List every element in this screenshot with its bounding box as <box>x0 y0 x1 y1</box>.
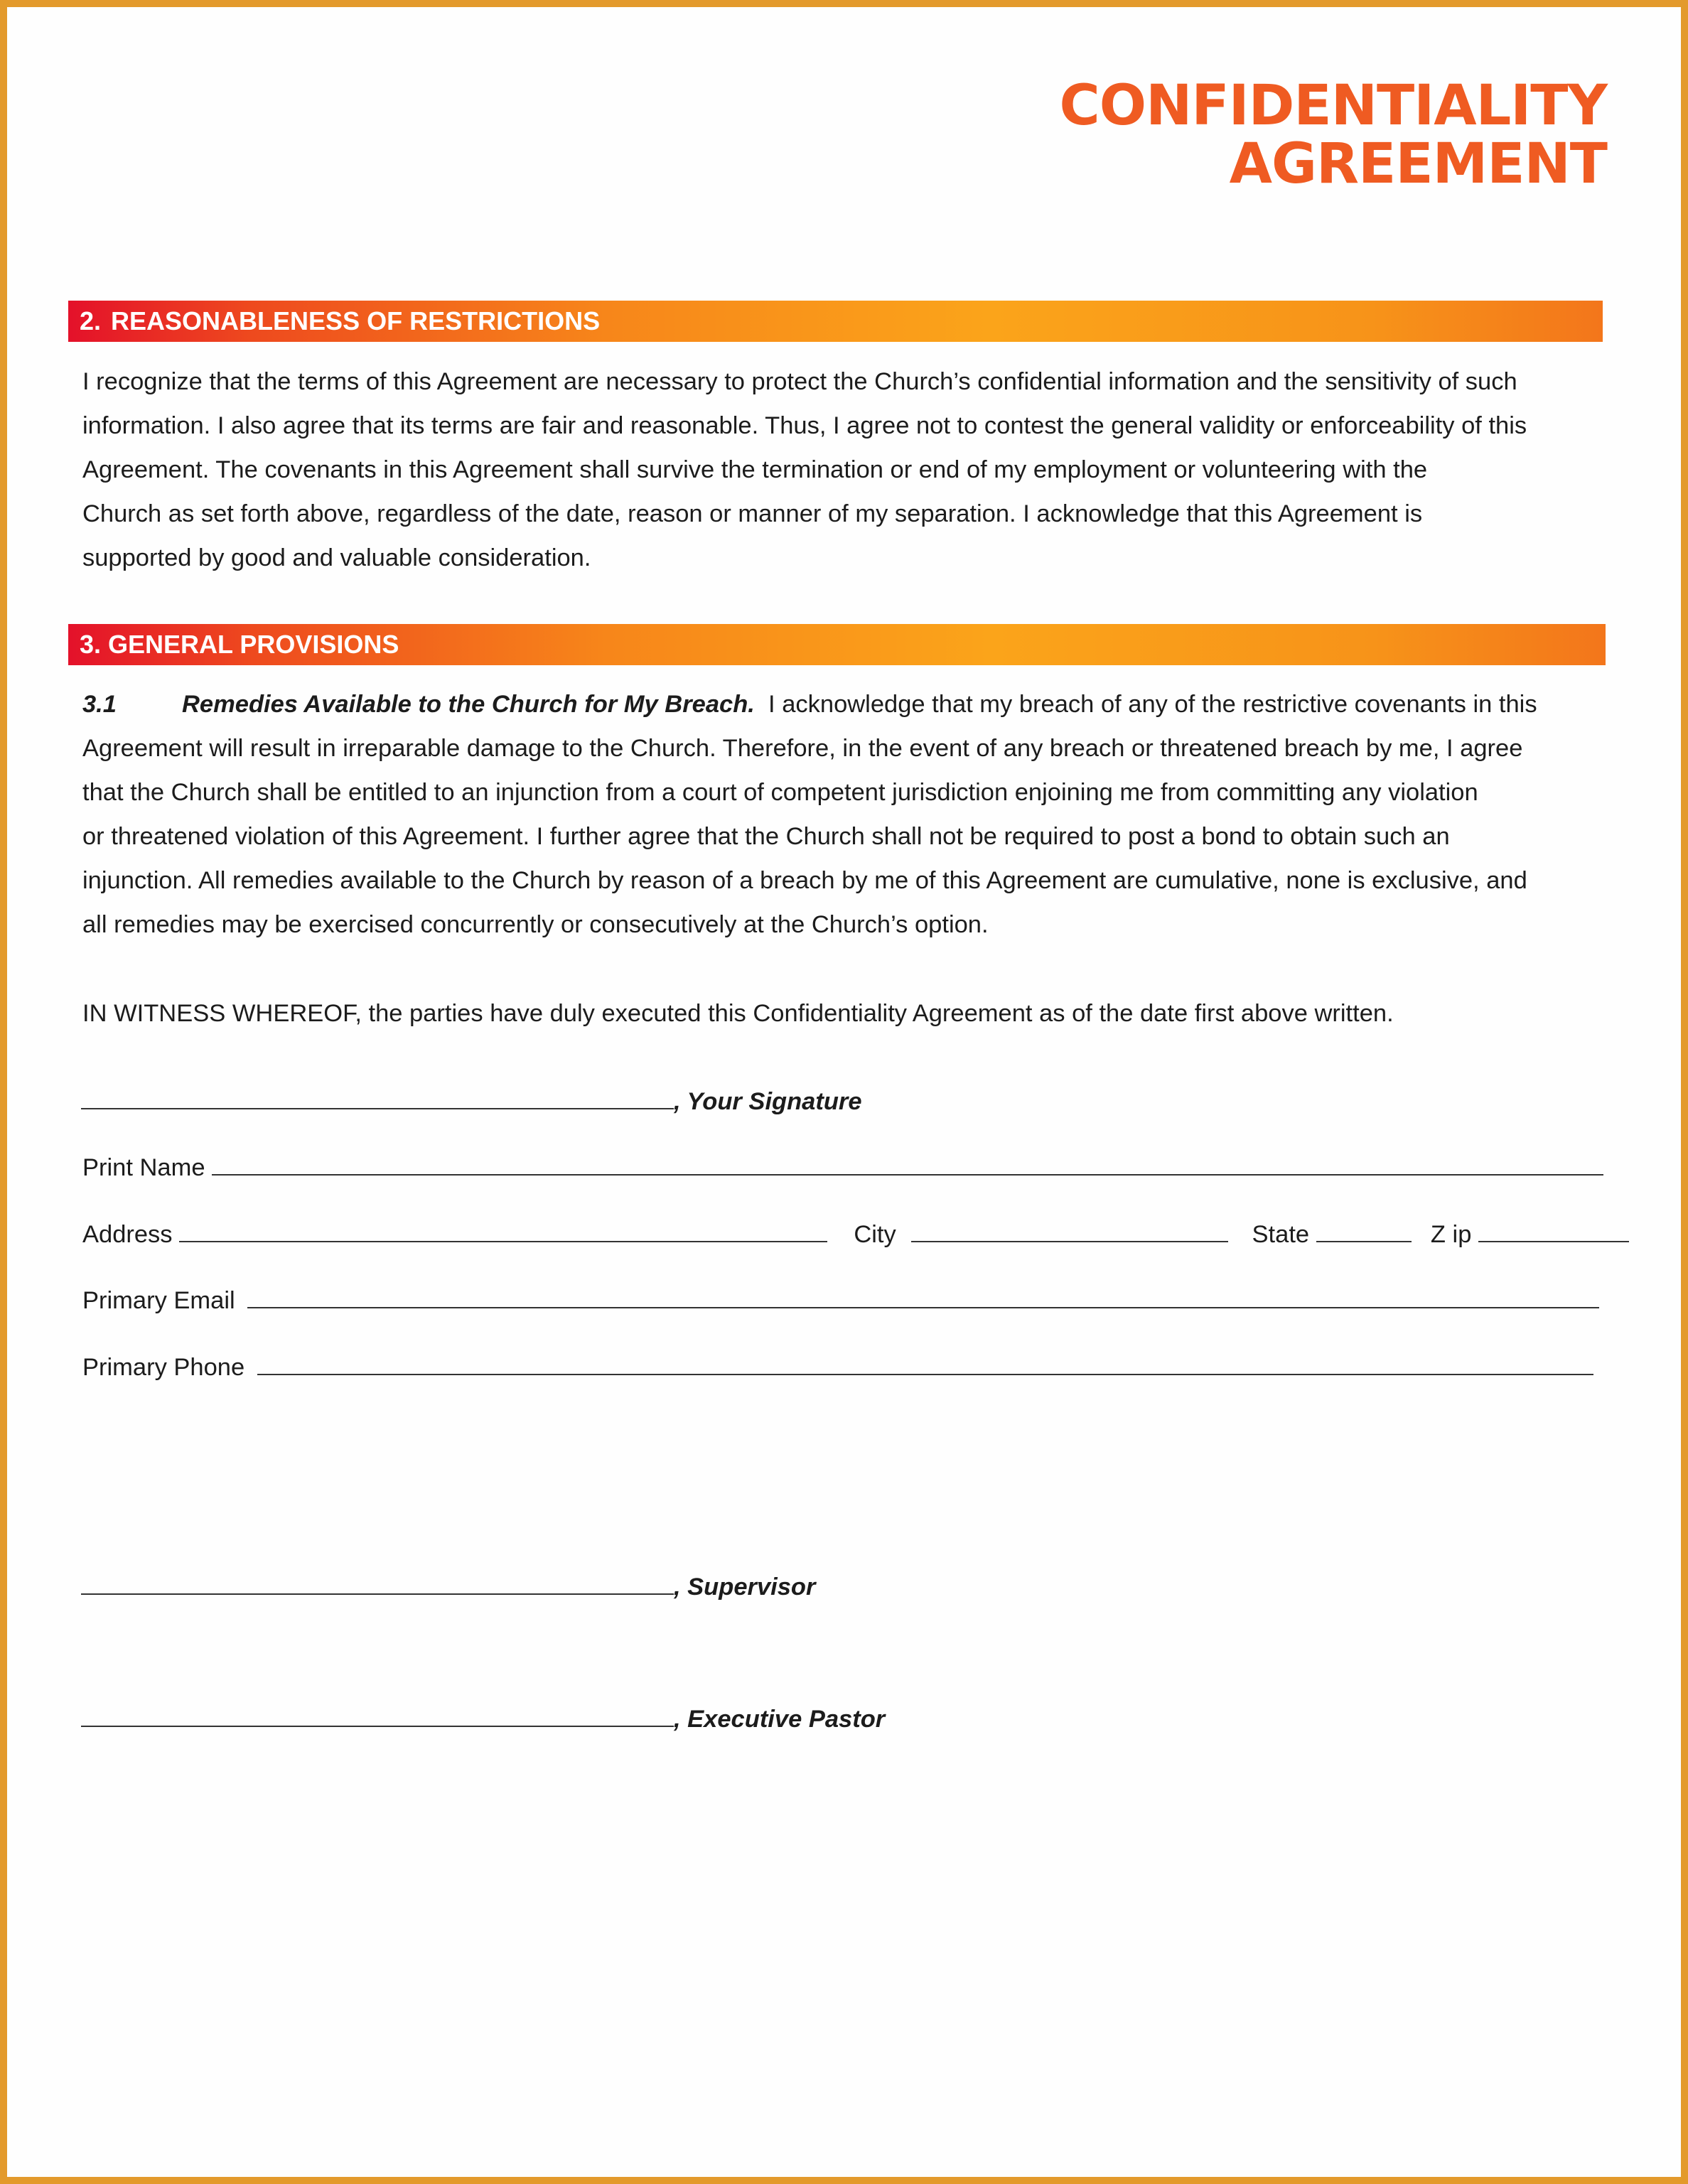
address-line[interactable] <box>179 1215 827 1242</box>
state-label: State <box>1252 1221 1310 1248</box>
section-2-heading: REASONABLENESS OF RESTRICTIONS <box>111 306 601 335</box>
title-line-1: CONFIDENTIALITY <box>1059 74 1607 138</box>
paragraph-line: Agreement will result in irreparable damage to the Church. Therefore, in the event of any breach or threatened breach by me, I agree <box>82 735 1523 762</box>
primary-phone-label: Primary Phone <box>82 1354 245 1381</box>
state-line[interactable] <box>1316 1215 1412 1242</box>
executive-pastor-signature-line[interactable] <box>81 1700 674 1727</box>
witness-text: IN WITNESS WHEREOF, the parties have duly executed this Confidentiality Agreement as of the date first above written. <box>82 1000 1394 1027</box>
primary-email-row <box>82 1279 1599 1322</box>
section-2-header <box>68 301 1603 342</box>
paragraph-line: I recognize that the terms of this Agreement are necessary to protect the Church’s confidential information and the sensitivity of such <box>82 368 1517 395</box>
paragraph-line: Agreement. The covenants in this Agreement shall survive the termination or end of my employment or volunteering with the <box>82 456 1428 483</box>
subsection-number: 3.1 <box>82 691 117 718</box>
document-title <box>1059 74 1607 196</box>
witness-paragraph <box>82 991 1618 1035</box>
first-line-text: I acknowledge that my breach of any of the restrictive covenants in this <box>768 691 1537 718</box>
primary-phone-row <box>82 1346 1593 1389</box>
section-2-paragraph <box>82 360 1618 580</box>
title-line-2: AGREEMENT <box>1229 132 1607 196</box>
supervisor-label: , Supervisor <box>674 1574 816 1601</box>
city-label: City <box>854 1221 896 1248</box>
your-signature-line[interactable] <box>81 1082 674 1109</box>
paragraph-line: Church as set forth above, regardless of the date, reason or manner of my separation. I acknowledge that this Agreement is <box>82 500 1423 527</box>
address-label: Address <box>82 1221 173 1248</box>
primary-phone-line[interactable] <box>257 1348 1593 1375</box>
your-signature-row <box>81 1080 862 1123</box>
subsection-title: Remedies Available to the Church for My Breach. <box>182 691 755 718</box>
primary-email-line[interactable] <box>247 1281 1599 1308</box>
city-line[interactable] <box>911 1215 1228 1242</box>
executive-pastor-label: , Executive Pastor <box>674 1706 886 1733</box>
paragraph-line: supported by good and valuable consideration. <box>82 544 591 571</box>
primary-email-label: Primary Email <box>82 1287 235 1314</box>
section-3-header <box>68 624 1606 665</box>
paragraph-line: or threatened violation of this Agreement. I further agree that the Church shall not be required to post a bond to obtain such an <box>82 823 1450 850</box>
paragraph-line: information. I also agree that its terms are fair and reasonable. Thus, I agree not to contest the general validity or enforceability of this <box>82 412 1527 439</box>
section-3-heading: 3. GENERAL PROVISIONS <box>80 630 399 659</box>
zip-line[interactable] <box>1478 1215 1629 1242</box>
zip-label: Z ip <box>1430 1221 1472 1248</box>
paragraph-first-line <box>82 682 1618 726</box>
section-2-number: 2. <box>80 306 102 335</box>
print-name-line[interactable] <box>212 1149 1603 1176</box>
your-signature-label: , Your Signature <box>674 1088 862 1115</box>
paragraph-line: all remedies may be exercised concurrently or consecutively at the Church’s option. <box>82 911 989 938</box>
paragraph-line: that the Church shall be entitled to an injunction from a court of competent jurisdiction enjoining me from committing any violation <box>82 779 1478 806</box>
print-name-row <box>82 1146 1603 1189</box>
supervisor-row <box>81 1566 815 1608</box>
paragraph-line: injunction. All remedies available to the Church by reason of a breach by me of this Agreement are cumulative, none is exclusive, and <box>82 867 1527 894</box>
executive-pastor-row <box>81 1698 885 1741</box>
section-3-1-paragraph <box>82 682 1618 947</box>
address-row <box>82 1213 1629 1256</box>
print-name-label: Print Name <box>82 1154 205 1181</box>
supervisor-signature-line[interactable] <box>81 1568 674 1595</box>
